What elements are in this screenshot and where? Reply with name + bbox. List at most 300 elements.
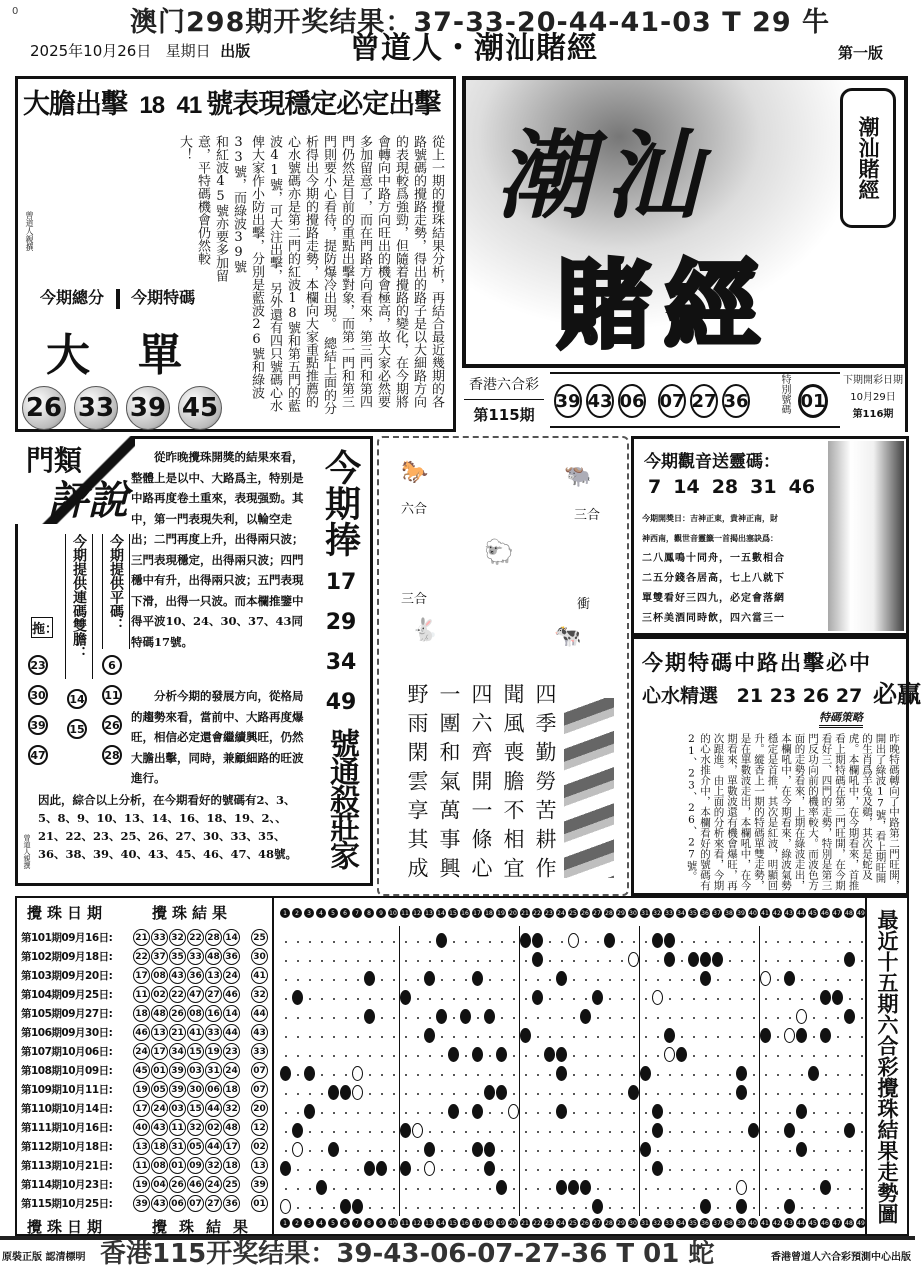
- grid-dot: [813, 1036, 815, 1038]
- draw-ball: 01: [169, 1157, 186, 1174]
- grid-dot: [633, 979, 635, 981]
- column-ball-32: 32: [653, 1219, 661, 1227]
- grid-dot: [477, 1131, 479, 1133]
- grid-dot: [633, 941, 635, 943]
- column-ball-33: 33: [665, 1219, 673, 1227]
- column-ball-24: 24: [557, 909, 565, 917]
- grid-dot: [693, 1169, 695, 1171]
- draw-ball: 23: [223, 1043, 240, 1060]
- draw-ball: 18: [223, 1157, 240, 1174]
- grid-dot: [597, 1169, 599, 1171]
- drag-ball: 39: [28, 715, 48, 735]
- column-ball-42: 42: [773, 1219, 781, 1227]
- grid-dot: [345, 1036, 347, 1038]
- grid-dot: [765, 998, 767, 1000]
- grid-dot: [777, 1036, 779, 1038]
- trend-mark-17: [472, 971, 483, 986]
- column-ball-26: 26: [581, 1219, 589, 1227]
- grid-dot: [285, 1150, 287, 1152]
- trend-mark-21: [520, 1028, 531, 1043]
- grid-dot: [333, 998, 335, 1000]
- draw-ball: 19: [133, 1176, 150, 1193]
- grid-dot: [321, 1074, 323, 1076]
- grid-dot: [645, 1169, 647, 1171]
- trend-special-mark-44: [796, 1009, 807, 1024]
- draw-ball: 22: [187, 929, 204, 946]
- draw-ball: 08: [151, 967, 168, 984]
- grid-dot: [537, 1074, 539, 1076]
- grid-dot: [357, 941, 359, 943]
- number-ball: 33: [74, 386, 118, 430]
- grid-dot: [501, 1207, 503, 1209]
- draw-ball: 25: [223, 1176, 240, 1193]
- grid-dot: [753, 1017, 755, 1019]
- trend-mark-11: [400, 990, 411, 1005]
- draw-ball: 13: [133, 1138, 150, 1155]
- grid-dot: [669, 998, 671, 1000]
- grid-dot: [309, 1169, 311, 1171]
- grid-dot: [621, 1131, 623, 1133]
- grid-dot: [693, 1055, 695, 1057]
- grid-dot: [693, 979, 695, 981]
- grid-dot: [765, 960, 767, 962]
- grid-dot: [693, 998, 695, 1000]
- poem-line: 一團和氣萬事興: [437, 683, 461, 886]
- grid-dot: [597, 941, 599, 943]
- grid-dot: [477, 960, 479, 962]
- trend-mark-26: [580, 1180, 591, 1195]
- grid-dot: [801, 1169, 803, 1171]
- trend-mark-18: [484, 1142, 495, 1157]
- trend-mark-24: [556, 1104, 567, 1119]
- verse-line: 三杯美酒同時飲，四六當三一: [642, 613, 785, 624]
- grid-dot: [297, 1036, 299, 1038]
- grid-dot: [477, 1093, 479, 1095]
- grid-dot: [441, 1093, 443, 1095]
- grid-dot: [393, 1093, 395, 1095]
- grid-dot: [573, 1150, 575, 1152]
- grid-dot: [609, 1207, 611, 1209]
- grid-dot: [573, 1112, 575, 1114]
- grid-dot: [441, 998, 443, 1000]
- grid-dot: [537, 1055, 539, 1057]
- grid-dot: [537, 1188, 539, 1190]
- grid-dot: [693, 1074, 695, 1076]
- grid-divider: [399, 926, 400, 1216]
- trend-mark-17: [472, 1104, 483, 1119]
- grid-dot: [465, 979, 467, 981]
- grid-dot: [729, 979, 731, 981]
- drag-ball: 30: [28, 685, 48, 705]
- column-ball-4: 4: [316, 908, 326, 918]
- grid-dot: [801, 1207, 803, 1209]
- grid-dot: [657, 1055, 659, 1057]
- trend-mark-6: [340, 1085, 351, 1100]
- grid-dot: [777, 1188, 779, 1190]
- grid-dot: [837, 1207, 839, 1209]
- guanyin-verse: [642, 509, 824, 629]
- column-ball-45: 45: [809, 1219, 817, 1227]
- column-ball-11: 11: [401, 909, 409, 917]
- flat-ball: 11: [102, 685, 122, 705]
- grid-dot: [465, 1188, 467, 1190]
- grid-dot: [861, 1112, 863, 1114]
- grid-dot: [777, 1207, 779, 1209]
- grid-dot: [285, 1017, 287, 1019]
- draw-ball: 46: [187, 1176, 204, 1193]
- draw-ball: 32: [169, 929, 186, 946]
- column-ball-8: 8: [364, 1218, 374, 1228]
- grid-dot: [849, 1169, 851, 1171]
- grid-dot: [321, 1112, 323, 1114]
- draw-ball: 19: [205, 1043, 222, 1060]
- trend-mark-1: [280, 1066, 291, 1081]
- draw-ball: 08: [187, 1005, 204, 1022]
- trend-mark-3: [304, 1104, 315, 1119]
- column-ball-24: 24: [557, 1219, 565, 1227]
- draw-label: 第108期10月09日:: [21, 1065, 113, 1077]
- grid-dot: [441, 1074, 443, 1076]
- grid-divider: [639, 926, 640, 1216]
- grid-dot: [825, 1093, 827, 1095]
- grid-dot: [549, 1093, 551, 1095]
- head-date: 攪珠日期: [27, 904, 108, 922]
- draw-ball: 06: [169, 1195, 186, 1212]
- grid-dot: [297, 1055, 299, 1057]
- draw-ball: 45: [133, 1062, 150, 1079]
- column-ball-48: 48: [845, 1219, 853, 1227]
- draw-ball: 36: [223, 1195, 240, 1212]
- trend-mark-24: [556, 1180, 567, 1195]
- grid-dot: [417, 1150, 419, 1152]
- grid-dot: [861, 979, 863, 981]
- grid-dot: [369, 1131, 371, 1133]
- grid-dot: [705, 941, 707, 943]
- grid-dot: [849, 1036, 851, 1038]
- trend-mark-36: [700, 971, 711, 986]
- draw-ball: 24: [133, 1043, 150, 1060]
- grid-dot: [441, 1055, 443, 1057]
- headline-post: 號表現穩定必定出擊: [206, 89, 441, 120]
- trend-mark-47: [832, 990, 843, 1005]
- draw-special-ball: 30: [251, 948, 268, 965]
- column-ball-14: 14: [437, 909, 445, 917]
- draw-ball: 14: [223, 1005, 240, 1022]
- column-ball-15: 15: [449, 909, 457, 917]
- grid-dot: [609, 1074, 611, 1076]
- column-ball-31: 31: [641, 1219, 649, 1227]
- grid-dot: [393, 1055, 395, 1057]
- feature-body: [43, 135, 445, 417]
- draw-ball: 34: [169, 1043, 186, 1060]
- grid-dot: [633, 1074, 635, 1076]
- trend-mark-24: [556, 971, 567, 986]
- column-ball-13: 13: [425, 909, 433, 917]
- grid-dot: [321, 1093, 323, 1095]
- grid-dot: [381, 1074, 383, 1076]
- grid-dot: [321, 998, 323, 1000]
- grid-dot: [285, 979, 287, 981]
- grid-dot: [429, 1207, 431, 1209]
- grid-dot: [417, 941, 419, 943]
- trend-mark-44: [796, 1028, 807, 1043]
- draw-ball: 32: [187, 1119, 204, 1136]
- grid-dot: [333, 979, 335, 981]
- grid-dot: [561, 1207, 563, 1209]
- grid-dot: [801, 1188, 803, 1190]
- grid-dot: [405, 960, 407, 962]
- grid-dot: [741, 960, 743, 962]
- grid-dot: [429, 960, 431, 962]
- flat-numbers: [102, 655, 122, 765]
- grid-dot: [429, 1055, 431, 1057]
- grid-dot: [465, 998, 467, 1000]
- footer-result: 香港115开奖结果：39-43-06-07-27-36 T 01 蛇: [100, 1239, 715, 1269]
- grid-dot: [813, 1055, 815, 1057]
- flat-ball: 26: [102, 715, 122, 735]
- trend-mark-17: [472, 1142, 483, 1157]
- grid-dot: [525, 1112, 527, 1114]
- draw-rows: [21, 928, 273, 1214]
- grid-dot: [717, 1188, 719, 1190]
- trend-special-mark-12: [412, 1123, 423, 1138]
- grid-dot: [765, 1169, 767, 1171]
- draw-row: [21, 947, 273, 966]
- column-ball-39: 39: [737, 909, 745, 917]
- grid-dot: [777, 1169, 779, 1171]
- next-label: 下期開彩日期: [843, 375, 903, 386]
- draw-row: [21, 1061, 273, 1080]
- label-total: 今期總分: [40, 288, 105, 307]
- trend-mark-25: [568, 1180, 579, 1195]
- column-ball-28: 28: [605, 909, 613, 917]
- grid-dot: [633, 1131, 635, 1133]
- grid-dot: [537, 1169, 539, 1171]
- column-ball-2: 2: [292, 908, 302, 918]
- grid-dot: [705, 1150, 707, 1152]
- draw-ball: 11: [133, 1157, 150, 1174]
- column-ball-33: 33: [665, 909, 673, 917]
- trend-mark-6: [340, 1199, 351, 1214]
- column-ball-4: 4: [316, 1218, 326, 1228]
- grid-dot: [357, 1169, 359, 1171]
- column-ball-28: 28: [605, 1219, 613, 1227]
- grid-dot: [369, 1036, 371, 1038]
- ox-icon: 🐃: [564, 464, 592, 489]
- special-body: 昨晚特碼轉向了中路第二門旺開，開出了綠波17號，看上期旺開的生肖爲羊兔及鷄，其次是蛇及虎。本欄吼中，在今期看來，首推看上期特碼在第二門旺開，在今期看好三、四門的走勢，特別是第三門反功向前的機率較大。而波色方面的走勢看來，上期在綠波走出，本欄吼中，在今期看來，綠波氣勢穩定是首推，其次是紅波，明顯回升。縱香上一期的特碼單雙走勢，是在單數波走出，本欄吼中，在今期看來，單數波還有機會爆旺，再次跟進。由上面的分析來看，今期的心水推介中，本欄看好的號碼有21、23、26、27號。: [685, 733, 900, 891]
- column-ball-47: 47: [833, 909, 841, 917]
- column-ball-7: 7: [352, 1218, 362, 1228]
- grid-dot: [789, 1055, 791, 1057]
- grid-dot: [585, 1169, 587, 1171]
- draw-ball: 21: [133, 929, 150, 946]
- grid-dot: [393, 1131, 395, 1133]
- grid-dot: [525, 1169, 527, 1171]
- draw-ball: 18: [133, 1005, 150, 1022]
- trend-mark-34: [676, 1047, 687, 1062]
- grid-dot: [729, 1207, 731, 1209]
- column-ball-37: 37: [713, 1219, 721, 1227]
- label-liuhe: 六合: [401, 502, 428, 517]
- guanyin-num: 31: [750, 476, 777, 498]
- grid-dot: [717, 1131, 719, 1133]
- grid-dot: [741, 1017, 743, 1019]
- grid-dot: [489, 1036, 491, 1038]
- grid-dot: [537, 1112, 539, 1114]
- grid-dot: [501, 1017, 503, 1019]
- pair-ball: 14: [67, 689, 87, 709]
- grid-dot: [549, 1188, 551, 1190]
- grid-dot: [789, 1093, 791, 1095]
- total-value: 大: [46, 330, 90, 381]
- draw-ball: 24: [205, 1176, 222, 1193]
- grid-dot: [741, 1055, 743, 1057]
- grid-dot: [309, 1131, 311, 1133]
- grid-dot: [669, 1112, 671, 1114]
- feature-headline: [23, 87, 440, 124]
- draw-ball: 03: [169, 1100, 186, 1117]
- headline-pre: 大膽出擊: [23, 89, 127, 120]
- grid-dot: [525, 1093, 527, 1095]
- trend-mark-18: [484, 1009, 495, 1024]
- grid-dot: [801, 941, 803, 943]
- grid-dot: [393, 998, 395, 1000]
- grid-dot: [393, 960, 395, 962]
- grid-dot: [381, 1017, 383, 1019]
- commentary-para1: 從昨晚攪珠開獎的結果來看，整體上是以中、大路爲主，特别是中路再度卷土重來，表現强勁。其中，第一門表現失利，以輪空走出；二門再度上升，出得兩只波；三門表現穩定，出得兩只波；四門穩中有升，出得兩只波；五門表現下滑，出得一只波。而本欄推鑒中得平波10、24、30、37、43同特碼17號。: [131, 450, 304, 649]
- grid-dot: [705, 998, 707, 1000]
- column-ball-7: 7: [352, 908, 362, 918]
- grid-dot: [477, 1188, 479, 1190]
- footer-left: 原裝正版 認清標明: [2, 1252, 86, 1263]
- trend-mark-46: [820, 1028, 831, 1043]
- grid-dot: [441, 1150, 443, 1152]
- grid-dot: [501, 1074, 503, 1076]
- grid-dot: [453, 1150, 455, 1152]
- grid-dot: [513, 1150, 515, 1152]
- grid-dot: [309, 1150, 311, 1152]
- grid-dot: [801, 1055, 803, 1057]
- grid-dot: [861, 1055, 863, 1057]
- grid-dot: [741, 941, 743, 943]
- grid-dot: [417, 1074, 419, 1076]
- grid-dot: [441, 1169, 443, 1171]
- zodiac-box: [377, 436, 629, 896]
- grid-dot: [813, 1131, 815, 1133]
- grid-dot: [861, 960, 863, 962]
- grid-dot: [489, 1055, 491, 1057]
- grid-dot: [369, 998, 371, 1000]
- grid-dot: [381, 1055, 383, 1057]
- trend-side-title: 最近十五期六合彩攪珠結果走勢圖: [865, 898, 907, 1234]
- grid-dot: [297, 1017, 299, 1019]
- grid-dot: [345, 998, 347, 1000]
- trend-mark-48: [844, 1009, 855, 1024]
- grid-dot: [285, 1188, 287, 1190]
- trend-mark-18: [484, 1161, 495, 1176]
- draw-ball: 44: [223, 1024, 240, 1041]
- grid-dot: [621, 1150, 623, 1152]
- grid-dot: [813, 979, 815, 981]
- grid-dot: [621, 1112, 623, 1114]
- trend-mark-32: [652, 1104, 663, 1119]
- grid-dot: [765, 1131, 767, 1133]
- grid-dot: [537, 1093, 539, 1095]
- grid-dot: [525, 960, 527, 962]
- grid-dot: [561, 1093, 563, 1095]
- trend-mark-39: [736, 1085, 747, 1100]
- column-ball-43: 43: [785, 909, 793, 917]
- trend-mark-13: [424, 1142, 435, 1157]
- column-ball-21: 21: [521, 1219, 529, 1227]
- column-ball-19: 19: [497, 909, 505, 917]
- draw-row: [21, 1175, 273, 1194]
- grid-dot: [825, 1207, 827, 1209]
- grid-dot: [333, 1017, 335, 1019]
- grid-dot: [429, 998, 431, 1000]
- grid-dot: [489, 998, 491, 1000]
- grid-dot: [825, 1055, 827, 1057]
- grid-dot: [789, 960, 791, 962]
- grid-dot: [585, 941, 587, 943]
- grid-dot: [765, 1055, 767, 1057]
- draw-label: 第113期10月21日:: [21, 1160, 113, 1172]
- grid-dot: [441, 1188, 443, 1190]
- trend-mark-44: [796, 1142, 807, 1157]
- grid-dot: [753, 1188, 755, 1190]
- column-ball-29: 29: [617, 909, 625, 917]
- grid-dot: [405, 1093, 407, 1095]
- grid-dot: [813, 1112, 815, 1114]
- draw-row: [21, 1099, 273, 1118]
- grid-dot: [837, 1169, 839, 1171]
- trend-mark-46: [820, 1180, 831, 1195]
- draw-ball: 31: [169, 1138, 186, 1155]
- trend-mark-17: [472, 1047, 483, 1062]
- draw-ball: 47: [187, 986, 204, 1003]
- grid-dot: [573, 1093, 575, 1095]
- grid-dot: [681, 1131, 683, 1133]
- column-ball-23: 23: [545, 909, 553, 917]
- grid-dot: [633, 1188, 635, 1190]
- grid-dot: [585, 1036, 587, 1038]
- trend-mark-32: [652, 933, 663, 948]
- grid-dot: [549, 941, 551, 943]
- grid-dot: [861, 1150, 863, 1152]
- draw-ball: 39: [133, 1195, 150, 1212]
- grid-dot: [753, 1150, 755, 1152]
- grid-dot: [693, 1036, 695, 1038]
- grid-dot: [657, 960, 659, 962]
- draw-ball: 21: [169, 1024, 186, 1041]
- grid-dot: [609, 1036, 611, 1038]
- grid-dot: [717, 1207, 719, 1209]
- grid-dot: [717, 941, 719, 943]
- grid-dot: [285, 1131, 287, 1133]
- trend-mark-33: [664, 933, 675, 948]
- column-ball-16: 16: [461, 1219, 469, 1227]
- grid-dot: [441, 979, 443, 981]
- trend-mark-32: [652, 1161, 663, 1176]
- grid-dot: [657, 1150, 659, 1152]
- column-ball-2: 2: [292, 1218, 302, 1228]
- grid-dot: [609, 979, 611, 981]
- grid-dot: [429, 941, 431, 943]
- poem: [397, 683, 557, 886]
- grid-dot: [585, 979, 587, 981]
- grid-dot: [825, 941, 827, 943]
- guanyin-image: [828, 441, 904, 631]
